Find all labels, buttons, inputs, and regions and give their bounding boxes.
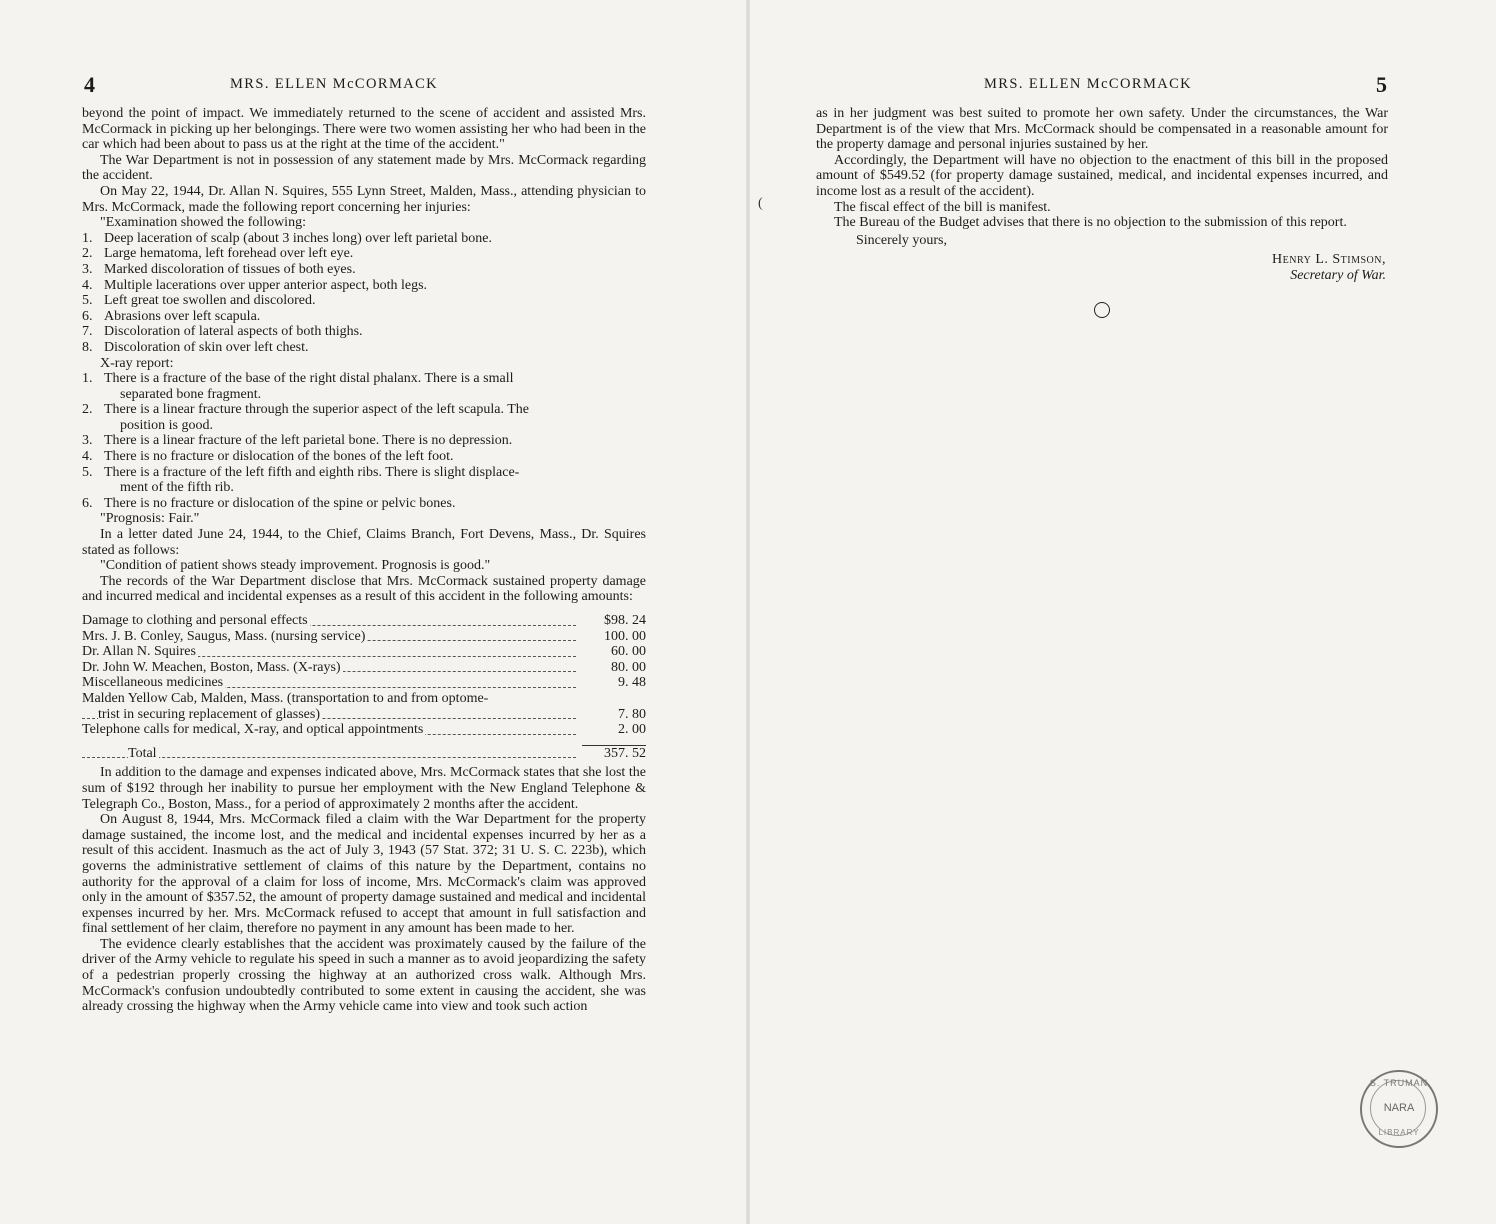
quotation: "Condition of patient shows steady improvement. Prognosis is good.": [100, 558, 491, 574]
signature-block: [816, 252, 1388, 284]
list-item: 2. There is a linear fracture through the superior aspect of the left scapula. The position is good.: [82, 402, 530, 433]
signer-name: Henry L. Stimson,: [1272, 252, 1386, 268]
paragraph: On August 8, 1944, Mrs. McCormack filed a claim with the War Department for the property damage sustained, the income lost, and the medical and incidental expenses incurred by her as a result of this accident. Inasmuch as the act of July 3, 1943 (57 Stat. 372; 31 U. S. C. 223b), which governs the administrative settlement of claims of this nature by the Department, contains no authority for the approval of a claim for loss of income, Mrs. McCormack's claim was approved only in the amount of $357.52, the amount of property damage sustained and medical and incidental expenses incurred by her. Mrs. McCormack refused to accept that amount in full satisfaction and final settlement of her claim, therefore no payment in any amount has been made to her.: [82, 812, 646, 937]
margin-mark-icon: (: [758, 196, 763, 211]
list-item: 4. Multiple lacerations over upper anterior aspect, both legs.: [82, 277, 428, 293]
paragraph: as in her judgment was best suited to promote her own safety. Under the circumstances, the War Department is of the view that Mrs. McCormack should be compensated in a reasonable amount for the property damage and personal injuries sustained by her.: [816, 106, 1388, 153]
expenses-table: [82, 613, 646, 761]
closing-salutation: Sincerely yours,: [856, 232, 947, 248]
paragraph: Accordingly, the Department will have no objection to the enactment of this bill in the proposed amount of $549.52 (for property damage sustained, medical, and incidental expenses incurred, and income lost as a result of the accident).: [816, 152, 1388, 199]
table-row: Dr. Allan N. Squires 60. 00: [82, 644, 646, 660]
prognosis: "Prognosis: Fair.": [100, 511, 200, 527]
table-row: trist in securing replacement of glasses) 7. 80: [82, 707, 646, 723]
exam-list: [82, 231, 646, 356]
paragraph: The fiscal effect of the bill is manifest.: [834, 199, 1051, 215]
right-page: [748, 0, 1496, 1224]
left-page-body: [82, 106, 646, 1015]
running-head: MRS. ELLEN McCORMACK: [230, 76, 439, 92]
table-row: Telephone calls for medical, X-ray, and optical appointments 2. 00: [82, 722, 646, 738]
page-number: 4: [84, 72, 95, 97]
table-row: Miscellaneous medicines 9. 48: [82, 675, 646, 691]
page-number: 5: [1376, 72, 1387, 97]
paragraph: In a letter dated June 24, 1944, to the Chief, Claims Branch, Fort Devens, Mass., Dr. Squires stated as follows:: [82, 527, 646, 558]
circle-mark-icon: [1094, 302, 1110, 318]
paragraph: In addition to the damage and expenses indicated above, Mrs. McCormack states that she lost the sum of $192 through her inability to pursue her employment with the New England Telephone & Telegraph Co., Boston, Mass., for a period of approximately 2 months after the accident.: [82, 765, 646, 812]
paragraph: On May 22, 1944, Dr. Allan N. Squires, 555 Lynn Street, Malden, Mass., attending physician to Mrs. McCormack, made the following report concerning her injuries:: [82, 183, 646, 215]
list-item: 3. There is a linear fracture of the left parietal bone. There is no depression.: [82, 433, 513, 449]
exam-intro: "Examination showed the following:: [100, 215, 306, 231]
paragraph: The War Department is not in possession of any statement made by Mrs. McCormack regarding the accident.: [82, 152, 646, 184]
xray-list: [82, 371, 646, 511]
list-item: 6. There is no fracture or dislocation of the spine or pelvic bones.: [82, 495, 456, 511]
paragraph: The evidence clearly establishes that the accident was proximately caused by the failure of the driver of the Army vehicle to regulate his speed in such a manner as to avoid jeopardizing the safety of a pedestrian properly crossing the highway at an authorized cross walk. Although Mrs. McCormack's confusion undoubtedly contributed to some extent in causing the accident, she was already crossing the highway when the Army vehicle came into view and took such action: [82, 936, 646, 1015]
list-item: 3. Marked discoloration of tissues of both eyes.: [82, 261, 356, 277]
list-item: 1. There is a fracture of the base of the right distal phalanx. There is a small separated bone fragment.: [82, 371, 514, 402]
table-row: Malden Yellow Cab, Malden, Mass. (transportation to and from optome-: [82, 690, 489, 706]
table-total-row: Total 357. 52: [82, 745, 646, 761]
list-item: 6. Abrasions over left scapula.: [82, 308, 261, 324]
paragraph: beyond the point of impact. We immediately returned to the scene of accident and assisted Mrs. McCormack in picking up her belongings. There were two women assisting her who had been in the car which had been about to pass us at the right at the time of the accident.": [82, 106, 646, 153]
right-page-body: [816, 106, 1388, 284]
list-item: 2. Large hematoma, left forehead over left eye.: [82, 246, 354, 262]
library-stamp: S. TRUMAN NARA LIBRARY: [1360, 1070, 1438, 1148]
table-row: Mrs. J. B. Conley, Saugus, Mass. (nursing service) 100. 00: [82, 628, 646, 644]
signer-title: Secretary of War.: [1290, 268, 1386, 284]
xray-intro: X-ray report:: [100, 355, 174, 371]
table-row: Damage to clothing and personal effects $98. 24: [82, 613, 646, 628]
list-item: 7. Discoloration of lateral aspects of both thighs.: [82, 324, 363, 340]
list-item: 5. Left great toe swollen and discolored.: [82, 293, 316, 309]
list-item: 5. There is a fracture of the left fifth and eighth ribs. There is slight displace- ment of the fifth rib.: [82, 464, 520, 496]
running-head: MRS. ELLEN McCORMACK: [984, 76, 1193, 92]
table-row: Dr. John W. Meachen, Boston, Mass. (X-rays) 80. 00: [82, 659, 646, 675]
list-item: 8. Discoloration of skin over left chest.: [82, 339, 309, 355]
paragraph: The records of the War Department disclose that Mrs. McCormack sustained property damage and incurred medical and incidental expenses as a result of this accident in the following amounts:: [82, 573, 646, 605]
table-rule: [82, 738, 646, 746]
list-item: 1. Deep laceration of scalp (about 3 inches long) over left parietal bone.: [82, 230, 492, 246]
closing-block: [816, 233, 1388, 285]
paragraph: The Bureau of the Budget advises that there is no objection to the submission of this report.: [834, 215, 1347, 231]
list-item: 4. There is no fracture or dislocation of the bones of the left foot.: [82, 449, 454, 465]
